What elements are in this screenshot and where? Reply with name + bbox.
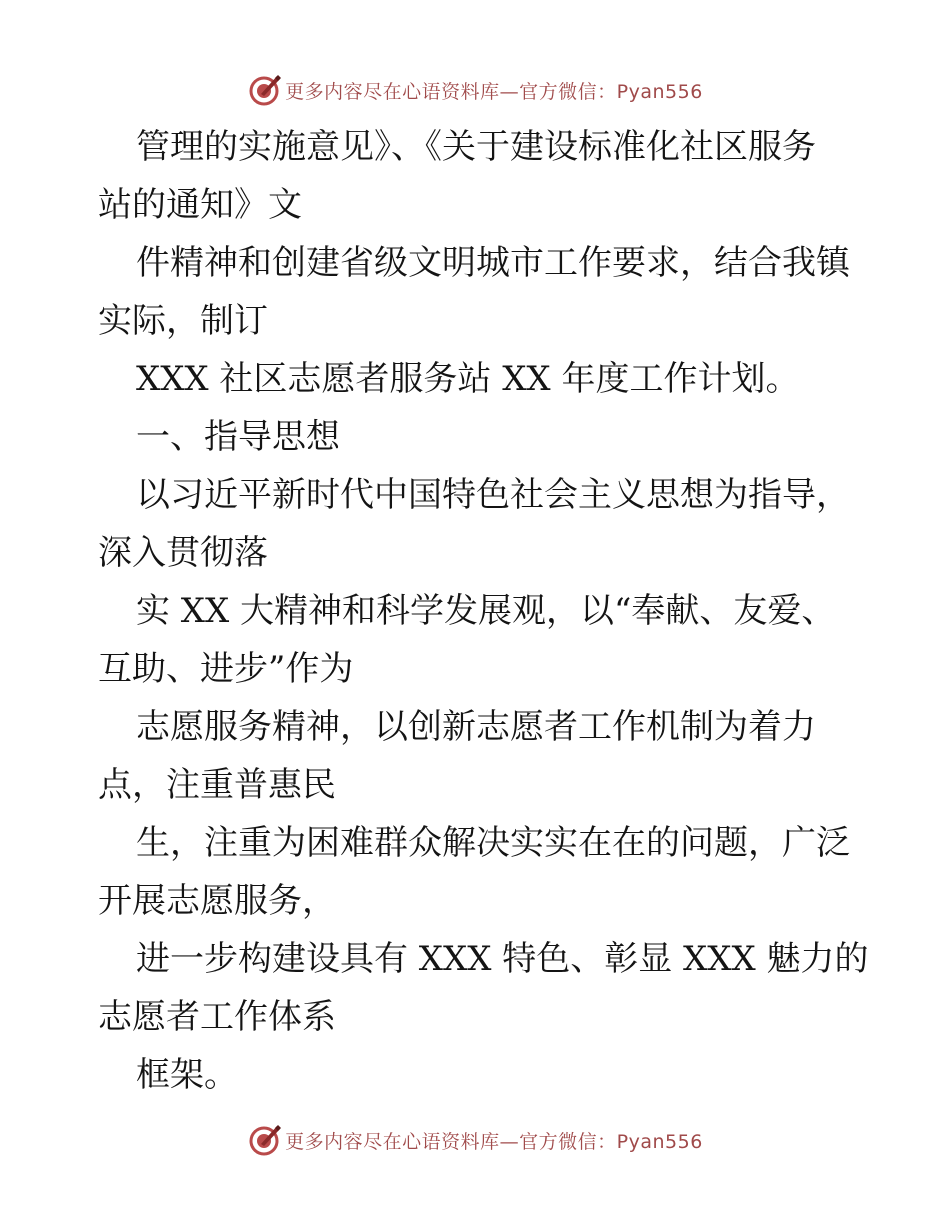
text-line: 开展志愿服务，	[98, 881, 336, 921]
watermark-text	[285, 77, 703, 104]
text-line: 框架。	[136, 1055, 238, 1095]
text-line: 以习近平新时代中国特色社会主义思想为指导，	[136, 475, 850, 515]
text-line: 互助、进步”作为	[98, 649, 354, 689]
text-line: 件精神和创建省级文明城市工作要求，结合我镇	[136, 243, 850, 283]
watermark-label: 更多内容尽在心语资料库—官方微信：	[285, 1130, 617, 1153]
document-body	[98, 118, 868, 1104]
watermark-label: 更多内容尽在心语资料库—官方微信：	[285, 80, 617, 103]
text-line: 实 XX 大精神和科学发展观，以“奉献、友爱、	[136, 591, 836, 631]
text-line: 生，注重为困难群众解决实实在在的问题，广泛	[136, 823, 850, 863]
text-line: 点，注重普惠民	[98, 765, 336, 805]
text-line: 志愿服务精神，以创新志愿者工作机制为着力	[136, 707, 816, 747]
footer-watermark	[0, 1120, 950, 1160]
text-line: 实际，制订	[98, 301, 268, 341]
wechat-id: Pyan556	[616, 80, 703, 103]
wechat-id: Pyan556	[616, 1130, 703, 1153]
text-line: 管理的实施意见》、《关于建设标准化社区服务	[136, 127, 816, 167]
text-line: 志愿者工作体系	[98, 997, 336, 1037]
quill-seal-icon	[247, 72, 283, 108]
text-line: 进一步构建设具有 XXX 特色、彰显 XXX 魅力的	[136, 939, 869, 979]
text-line: XXX 社区志愿者服务站 XX 年度工作计划。	[136, 359, 800, 399]
header-watermark	[0, 70, 950, 110]
text-line: 站的通知》文	[98, 185, 302, 225]
text-line: 深入贯彻落	[98, 533, 268, 573]
quill-seal-icon	[247, 1122, 283, 1158]
section-heading: 一、指导思想	[136, 417, 340, 457]
watermark-text	[285, 1127, 703, 1154]
